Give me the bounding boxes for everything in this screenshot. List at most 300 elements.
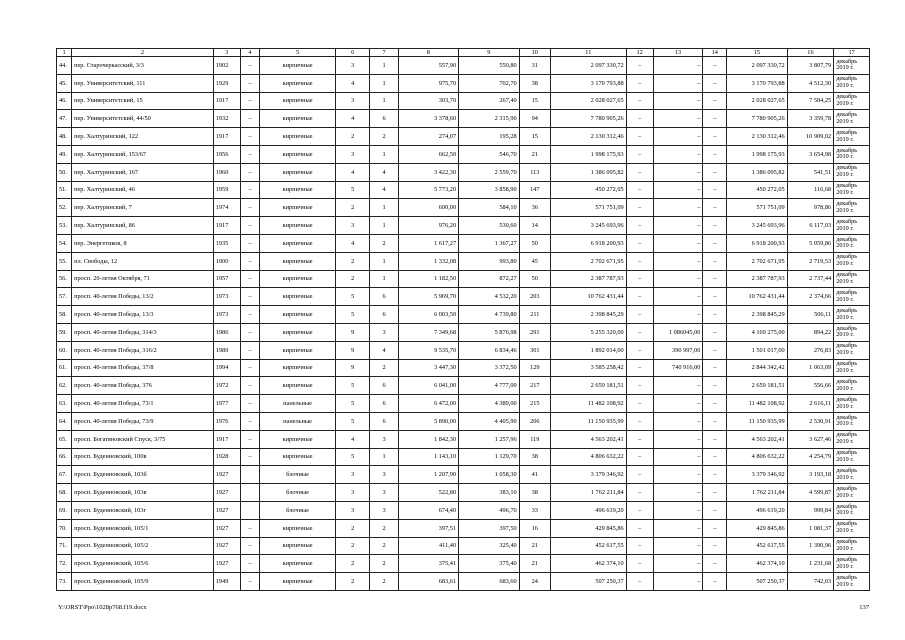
table-row: [57, 448, 870, 466]
col-14-cell: –: [703, 217, 727, 235]
total-area-cell: 1 143,10: [398, 448, 459, 466]
address-cell: пер. Халтуринский, 46: [72, 181, 214, 199]
wall-material-cell: кирпичные: [260, 288, 336, 306]
col-4-cell: –: [240, 270, 259, 288]
column-number-row: [57, 49, 870, 57]
completion-period-cell: декабрь 2019 г.: [834, 145, 870, 163]
total-cost-cell: 1 762 211,84: [550, 484, 626, 502]
year-built-cell: 1927: [213, 537, 240, 555]
table-row: [57, 163, 870, 181]
row-number-cell: 50.: [57, 163, 72, 181]
wall-material-cell: кирпичные: [260, 430, 336, 448]
year-built-cell: 1917: [213, 430, 240, 448]
col-14-cell: –: [703, 181, 727, 199]
col-14-cell: –: [703, 537, 727, 555]
table-row: [57, 430, 870, 448]
year-built-cell: 1972: [213, 377, 240, 395]
address-cell: просп. 40-летия Победы, 73/9: [72, 412, 214, 430]
residents-cell: 50: [519, 234, 550, 252]
completion-period-cell: декабрь 2019 г.: [834, 412, 870, 430]
column-number: 12: [626, 49, 653, 57]
col-4-cell: –: [240, 573, 259, 591]
column-number: 5: [260, 49, 336, 57]
col-12-cell: –: [626, 199, 653, 217]
table-row: [57, 288, 870, 306]
col-12-cell: –: [626, 412, 653, 430]
residents-cell: 21: [519, 537, 550, 555]
col-4-cell: –: [240, 252, 259, 270]
floors-cell: 5: [335, 395, 370, 413]
total-cost-cell: 1 386 095,82: [550, 163, 626, 181]
year-built-cell: 1927: [213, 519, 240, 537]
col-14-cell: –: [703, 163, 727, 181]
cost-per-sqm-cell: 4 599,87: [787, 484, 833, 502]
fund-cost-cell: 2 387 787,93: [727, 270, 788, 288]
total-cost-cell: 3 170 793,88: [550, 74, 626, 92]
entrances-cell: 6: [370, 306, 398, 324]
cost-per-sqm-cell: 5 059,86: [787, 234, 833, 252]
row-number-cell: 51.: [57, 181, 72, 199]
fund-cost-cell: 2 702 671,95: [727, 252, 788, 270]
wall-material-cell: кирпичные: [260, 306, 336, 324]
completion-period-cell: декабрь 2019 г.: [834, 199, 870, 217]
col-12-cell: –: [626, 377, 653, 395]
total-cost-cell: 571 751,09: [550, 199, 626, 217]
address-cell: просп. Богатяновский Спуск, 3/75: [72, 430, 214, 448]
address-cell: пер. Старочеркасский, 3/3: [72, 57, 214, 75]
col-12-cell: –: [626, 555, 653, 573]
col-13-cell: –: [653, 57, 703, 75]
living-area-cell: 1 367,27: [459, 234, 520, 252]
cost-per-sqm-cell: 4 254,79: [787, 448, 833, 466]
col-12-cell: –: [626, 110, 653, 128]
row-number-cell: 58.: [57, 306, 72, 324]
residents-cell: 291: [519, 323, 550, 341]
row-number-cell: 73.: [57, 573, 72, 591]
cost-per-sqm-cell: 116,68: [787, 181, 833, 199]
col-14-cell: –: [703, 412, 727, 430]
floors-cell: 3: [335, 92, 370, 110]
col-13-cell: –: [653, 181, 703, 199]
cost-per-sqm-cell: 3 627,46: [787, 430, 833, 448]
col-13-cell: –: [653, 270, 703, 288]
col-13-cell: –: [653, 306, 703, 324]
table-row: [57, 145, 870, 163]
completion-period-cell: декабрь 2019 г.: [834, 573, 870, 591]
year-built-cell: 1989: [213, 341, 240, 359]
col-14-cell: –: [703, 573, 727, 591]
residents-cell: 41: [519, 466, 550, 484]
housing-table: [56, 48, 870, 591]
row-number-cell: 47.: [57, 110, 72, 128]
wall-material-cell: кирпичные: [260, 270, 336, 288]
total-area-cell: 976,20: [398, 217, 459, 235]
residents-cell: 50: [519, 270, 550, 288]
total-cost-cell: 2 097 330,72: [550, 57, 626, 75]
entrances-cell: 1: [370, 199, 398, 217]
residents-cell: 203: [519, 288, 550, 306]
address-cell: просп. Буденновский, 103в: [72, 484, 214, 502]
completion-period-cell: декабрь 2019 г.: [834, 306, 870, 324]
table-row: [57, 573, 870, 591]
total-area-cell: 7 349,68: [398, 323, 459, 341]
fund-cost-cell: 507 250,37: [727, 573, 788, 591]
total-cost-cell: 11 482 108,92: [550, 395, 626, 413]
fund-cost-cell: 2 398 845,29: [727, 306, 788, 324]
cost-per-sqm-cell: 1 081,37: [787, 519, 833, 537]
col-4-cell: –: [240, 57, 259, 75]
wall-material-cell: кирпичные: [260, 92, 336, 110]
residents-cell: 21: [519, 145, 550, 163]
total-cost-cell: 452 617,55: [550, 537, 626, 555]
address-cell: просп. Буденновский, 105/9: [72, 573, 214, 591]
column-number: 3: [213, 49, 240, 57]
entrances-cell: 2: [370, 359, 398, 377]
table-row: [57, 377, 870, 395]
col-13-cell: –: [653, 252, 703, 270]
total-area-cell: 375,41: [398, 555, 459, 573]
total-cost-cell: 6 918 200,93: [550, 234, 626, 252]
living-area-cell: 5 876,98: [459, 323, 520, 341]
floors-cell: 5: [335, 412, 370, 430]
completion-period-cell: декабрь 2019 г.: [834, 501, 870, 519]
wall-material-cell: кирпичные: [260, 181, 336, 199]
completion-period-cell: декабрь 2019 г.: [834, 92, 870, 110]
total-area-cell: 6 472,00: [398, 395, 459, 413]
cost-per-sqm-cell: 3 654,98: [787, 145, 833, 163]
residents-cell: 38: [519, 484, 550, 502]
completion-period-cell: декабрь 2019 г.: [834, 484, 870, 502]
fund-cost-cell: 2 659 181,51: [727, 377, 788, 395]
total-area-cell: 303,70: [398, 92, 459, 110]
col-4-cell: –: [240, 555, 259, 573]
cost-per-sqm-cell: 894,22: [787, 323, 833, 341]
completion-period-cell: декабрь 2019 г.: [834, 163, 870, 181]
living-area-cell: 530,60: [459, 217, 520, 235]
col-12-cell: –: [626, 573, 653, 591]
col-4-cell: –: [240, 163, 259, 181]
living-area-cell: 4 389,00: [459, 395, 520, 413]
col-12-cell: –: [626, 519, 653, 537]
floors-cell: 4: [335, 234, 370, 252]
table-row: [57, 128, 870, 146]
entrances-cell: 1: [370, 252, 398, 270]
address-cell: просп. 40-летия Победы, 37/8: [72, 359, 214, 377]
year-built-cell: 1932: [213, 110, 240, 128]
total-cost-cell: 2 702 671,95: [550, 252, 626, 270]
total-cost-cell: 11 150 935,99: [550, 412, 626, 430]
col-13-cell: –: [653, 110, 703, 128]
table-row: [57, 199, 870, 217]
total-area-cell: 5 773,20: [398, 181, 459, 199]
column-number: 7: [370, 49, 398, 57]
total-area-cell: 274,07: [398, 128, 459, 146]
col-12-cell: –: [626, 341, 653, 359]
living-area-cell: 267,40: [459, 92, 520, 110]
living-area-cell: 702,70: [459, 74, 520, 92]
page-number: 137: [859, 604, 869, 611]
year-built-cell: 1949: [213, 573, 240, 591]
entrances-cell: 2: [370, 128, 398, 146]
col-12-cell: –: [626, 163, 653, 181]
col-4-cell: –: [240, 430, 259, 448]
floors-cell: 5: [335, 306, 370, 324]
entrances-cell: 6: [370, 288, 398, 306]
wall-material-cell: панельные: [260, 395, 336, 413]
col-4-cell: –: [240, 412, 259, 430]
year-built-cell: 1977: [213, 395, 240, 413]
total-area-cell: 975,70: [398, 74, 459, 92]
total-cost-cell: 4 806 632,22: [550, 448, 626, 466]
living-area-cell: 6 834,46: [459, 341, 520, 359]
cost-per-sqm-cell: 541,51: [787, 163, 833, 181]
floors-cell: 2: [335, 252, 370, 270]
living-area-cell: 546,70: [459, 145, 520, 163]
fund-cost-cell: 4 806 632,22: [727, 448, 788, 466]
table-row: [57, 537, 870, 555]
cost-per-sqm-cell: 3 807,79: [787, 57, 833, 75]
living-area-cell: 325,40: [459, 537, 520, 555]
cost-per-sqm-cell: 999,84: [787, 501, 833, 519]
wall-material-cell: кирпичные: [260, 74, 336, 92]
total-area-cell: 3 378,60: [398, 110, 459, 128]
completion-period-cell: декабрь 2019 г.: [834, 537, 870, 555]
row-number-cell: 44.: [57, 57, 72, 75]
col-13-cell: –: [653, 217, 703, 235]
residents-cell: 119: [519, 430, 550, 448]
wall-material-cell: кирпичные: [260, 359, 336, 377]
completion-period-cell: декабрь 2019 г.: [834, 341, 870, 359]
col-4-cell: –: [240, 359, 259, 377]
total-cost-cell: 2 387 787,93: [550, 270, 626, 288]
fund-cost-cell: 10 762 431,44: [727, 288, 788, 306]
col-13-cell: –: [653, 288, 703, 306]
total-area-cell: 1 182,50: [398, 270, 459, 288]
living-area-cell: 4 405,90: [459, 412, 520, 430]
fund-cost-cell: 3 379 346,92: [727, 466, 788, 484]
column-number: 9: [459, 49, 520, 57]
entrances-cell: 1: [370, 57, 398, 75]
wall-material-cell: кирпичные: [260, 217, 336, 235]
fund-cost-cell: 2 097 330,72: [727, 57, 788, 75]
total-cost-cell: 5 255 320,00: [550, 323, 626, 341]
table-row: [57, 555, 870, 573]
total-area-cell: 1 332,08: [398, 252, 459, 270]
col-14-cell: –: [703, 359, 727, 377]
completion-period-cell: декабрь 2019 г.: [834, 395, 870, 413]
fund-cost-cell: 2 130 312,46: [727, 128, 788, 146]
col-14-cell: –: [703, 448, 727, 466]
year-built-cell: 1959: [213, 181, 240, 199]
entrances-cell: 2: [370, 537, 398, 555]
cost-per-sqm-cell: 1 063,09: [787, 359, 833, 377]
year-built-cell: 1902: [213, 57, 240, 75]
col-4-cell: –: [240, 395, 259, 413]
address-cell: просп. Буденновский, 105/1: [72, 519, 214, 537]
residents-cell: 217: [519, 377, 550, 395]
col-14-cell: –: [703, 484, 727, 502]
total-cost-cell: 2 659 181,51: [550, 377, 626, 395]
residents-cell: 38: [519, 448, 550, 466]
table-row: [57, 92, 870, 110]
total-cost-cell: 2 130 312,46: [550, 128, 626, 146]
fund-cost-cell: 4 169 275,00: [727, 323, 788, 341]
column-number: 17: [834, 49, 870, 57]
column-number: 15: [727, 49, 788, 57]
col-14-cell: –: [703, 430, 727, 448]
fund-cost-cell: 11 482 108,92: [727, 395, 788, 413]
cost-per-sqm-cell: 556,66: [787, 377, 833, 395]
cost-per-sqm-cell: 10 909,02: [787, 128, 833, 146]
total-area-cell: 3 422,30: [398, 163, 459, 181]
total-area-cell: 557,90: [398, 57, 459, 75]
floors-cell: 9: [335, 359, 370, 377]
address-cell: просп. 40-летия Победы, 73/1: [72, 395, 214, 413]
wall-material-cell: блочные: [260, 466, 336, 484]
col-13-cell: –: [653, 484, 703, 502]
year-built-cell: 1956: [213, 145, 240, 163]
floors-cell: 4: [335, 163, 370, 181]
table-row: [57, 74, 870, 92]
year-built-cell: 1900: [213, 252, 240, 270]
total-area-cell: 1 842,30: [398, 430, 459, 448]
residents-cell: 14: [519, 217, 550, 235]
cost-per-sqm-cell: 2 719,53: [787, 252, 833, 270]
completion-period-cell: декабрь 2019 г.: [834, 74, 870, 92]
fund-cost-cell: 6 918 200,93: [727, 234, 788, 252]
column-number: 11: [550, 49, 626, 57]
fund-cost-cell: 2 028 027,65: [727, 92, 788, 110]
col-13-cell: –: [653, 501, 703, 519]
total-cost-cell: 429 845,86: [550, 519, 626, 537]
living-area-cell: 4 739,80: [459, 306, 520, 324]
residents-cell: 301: [519, 341, 550, 359]
living-area-cell: 1 129,70: [459, 448, 520, 466]
cost-per-sqm-cell: 2 616,11: [787, 395, 833, 413]
completion-period-cell: декабрь 2019 г.: [834, 270, 870, 288]
living-area-cell: 1 257,96: [459, 430, 520, 448]
floors-cell: 4: [335, 430, 370, 448]
col-13-cell: –: [653, 234, 703, 252]
address-cell: пер. Университетский, 15: [72, 92, 214, 110]
column-number: 14: [703, 49, 727, 57]
residents-cell: 31: [519, 57, 550, 75]
col-12-cell: –: [626, 466, 653, 484]
col-12-cell: –: [626, 74, 653, 92]
col-13-cell: –: [653, 92, 703, 110]
col-12-cell: –: [626, 306, 653, 324]
residents-cell: 16: [519, 519, 550, 537]
cost-per-sqm-cell: 4 512,30: [787, 74, 833, 92]
address-cell: просп. Буденновский, 100в: [72, 448, 214, 466]
col-13-cell: 740 916,00: [653, 359, 703, 377]
year-built-cell: 1917: [213, 217, 240, 235]
year-built-cell: 1917: [213, 92, 240, 110]
col-12-cell: –: [626, 448, 653, 466]
row-number-cell: 59.: [57, 323, 72, 341]
cost-per-sqm-cell: 2 374,66: [787, 288, 833, 306]
col-13-cell: –: [653, 199, 703, 217]
column-number: 1: [57, 49, 72, 57]
living-area-cell: 683,60: [459, 573, 520, 591]
table-row: [57, 519, 870, 537]
year-built-cell: 1927: [213, 501, 240, 519]
row-number-cell: 66.: [57, 448, 72, 466]
entrances-cell: 4: [370, 341, 398, 359]
entrances-cell: 6: [370, 412, 398, 430]
col-12-cell: –: [626, 217, 653, 235]
col-4-cell: –: [240, 217, 259, 235]
col-12-cell: –: [626, 323, 653, 341]
residents-cell: 15: [519, 128, 550, 146]
total-cost-cell: 1 998 175,93: [550, 145, 626, 163]
total-area-cell: 397,51: [398, 519, 459, 537]
col-4-cell: –: [240, 288, 259, 306]
floors-cell: 3: [335, 466, 370, 484]
entrances-cell: 2: [370, 519, 398, 537]
col-14-cell: –: [703, 270, 727, 288]
cost-per-sqm-cell: 506,11: [787, 306, 833, 324]
col-14-cell: –: [703, 252, 727, 270]
floors-cell: 2: [335, 537, 370, 555]
wall-material-cell: кирпичные: [260, 57, 336, 75]
fund-cost-cell: 450 272,05: [727, 181, 788, 199]
address-cell: пер. Халтуринский, 122: [72, 128, 214, 146]
residents-cell: 38: [519, 74, 550, 92]
col-12-cell: –: [626, 484, 653, 502]
wall-material-cell: кирпичные: [260, 555, 336, 573]
col-14-cell: –: [703, 234, 727, 252]
address-cell: пер. Халтуринский, 86: [72, 217, 214, 235]
entrances-cell: 1: [370, 448, 398, 466]
completion-period-cell: декабрь 2019 г.: [834, 252, 870, 270]
total-cost-cell: 462 374,10: [550, 555, 626, 573]
col-12-cell: –: [626, 270, 653, 288]
floors-cell: 9: [335, 341, 370, 359]
row-number-cell: 56.: [57, 270, 72, 288]
col-13-cell: –: [653, 430, 703, 448]
residents-cell: 94: [519, 110, 550, 128]
cost-per-sqm-cell: 7 584,25: [787, 92, 833, 110]
completion-period-cell: декабрь 2019 г.: [834, 359, 870, 377]
row-number-cell: 70.: [57, 519, 72, 537]
total-cost-cell: 450 272,05: [550, 181, 626, 199]
total-area-cell: 6 041,00: [398, 377, 459, 395]
completion-period-cell: декабрь 2019 г.: [834, 217, 870, 235]
entrances-cell: 1: [370, 92, 398, 110]
fund-cost-cell: 1 762 211,84: [727, 484, 788, 502]
table-row: [57, 501, 870, 519]
col-14-cell: –: [703, 519, 727, 537]
col-12-cell: –: [626, 537, 653, 555]
row-number-cell: 46.: [57, 92, 72, 110]
col-14-cell: –: [703, 466, 727, 484]
entrances-cell: 3: [370, 466, 398, 484]
address-cell: просп. 40-летия Победы, 314/3: [72, 323, 214, 341]
col-12-cell: –: [626, 181, 653, 199]
floors-cell: 4: [335, 110, 370, 128]
residents-cell: 215: [519, 395, 550, 413]
living-area-cell: 375,40: [459, 555, 520, 573]
cost-per-sqm-cell: 978,86: [787, 199, 833, 217]
col-4-cell: –: [240, 234, 259, 252]
living-area-cell: 993,80: [459, 252, 520, 270]
residents-cell: 24: [519, 573, 550, 591]
entrances-cell: 1: [370, 145, 398, 163]
wall-material-cell: кирпичные: [260, 323, 336, 341]
cost-per-sqm-cell: 2 737,44: [787, 270, 833, 288]
col-4-cell: [240, 484, 259, 502]
